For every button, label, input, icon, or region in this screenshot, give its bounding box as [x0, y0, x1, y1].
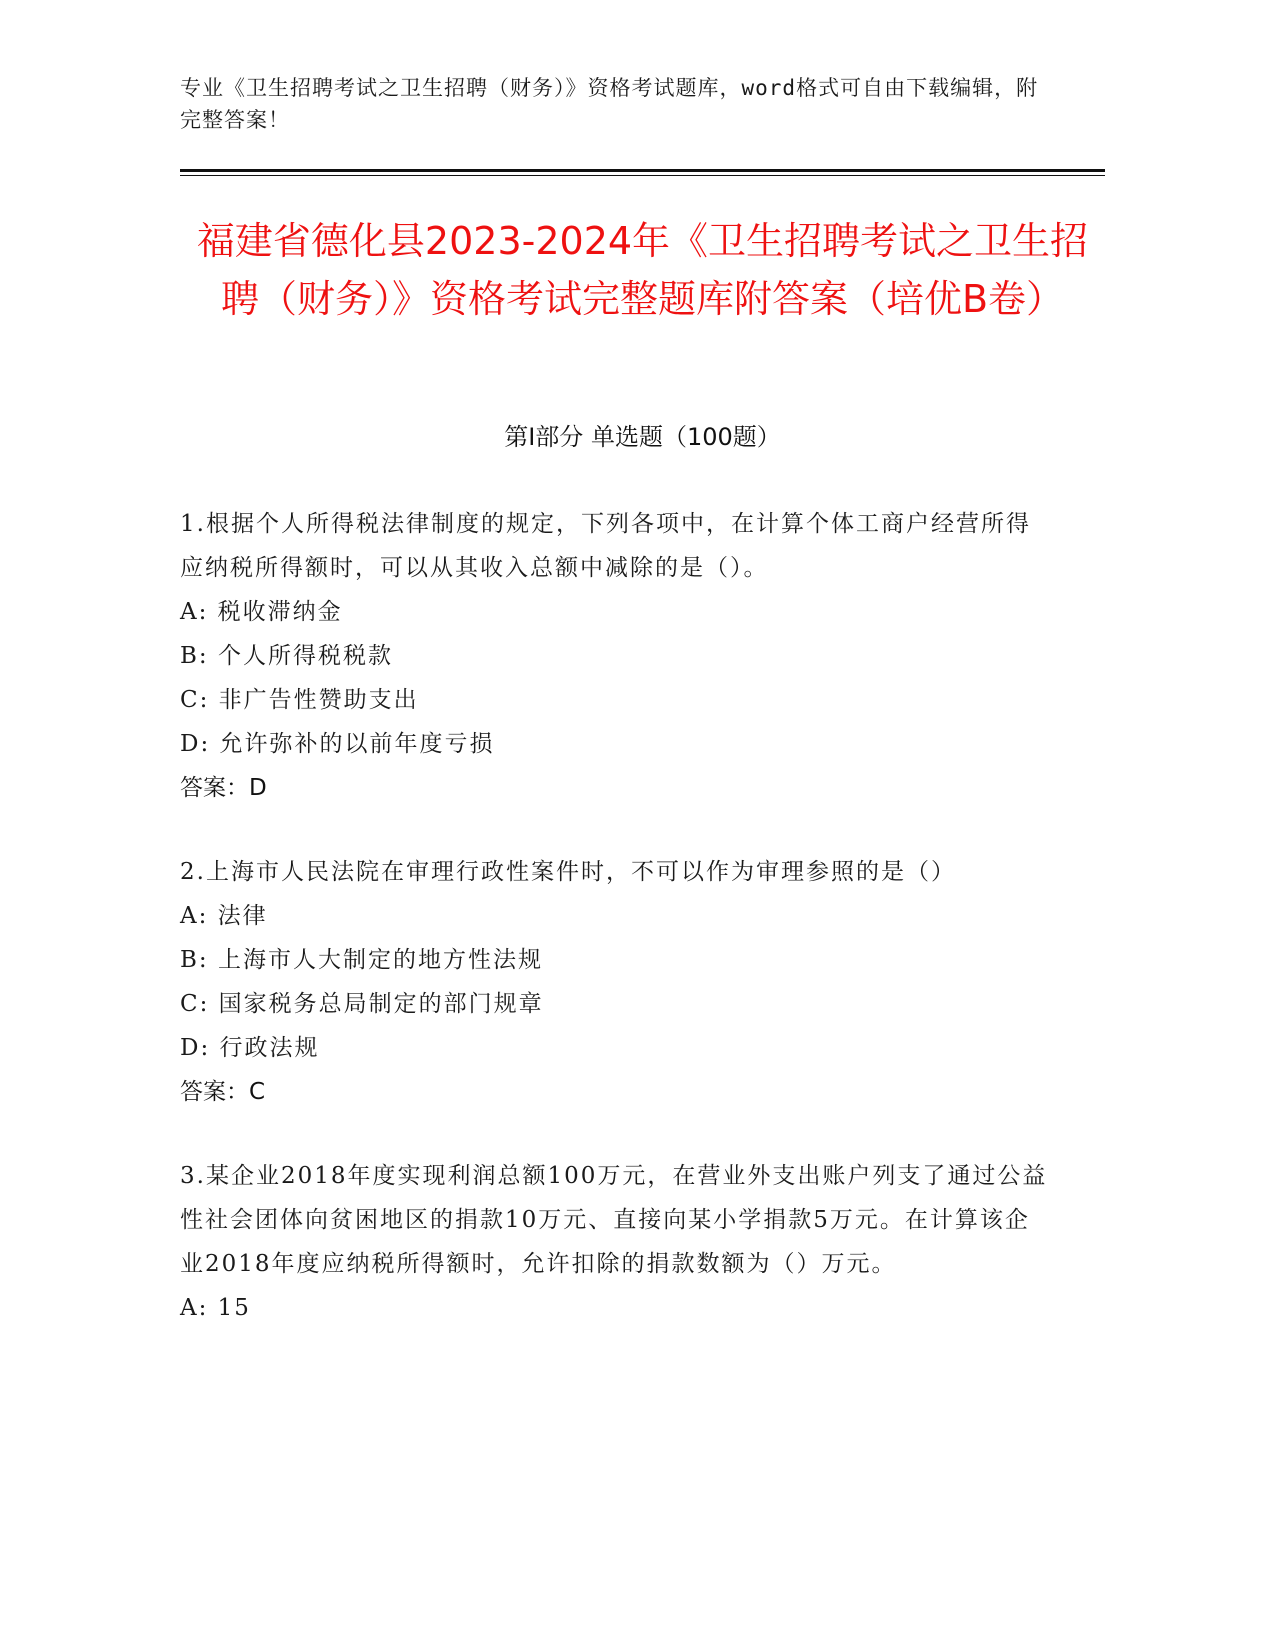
header-rule-thin [180, 175, 1105, 176]
option-d: D: 行政法规 [180, 1035, 320, 1061]
option-a: A: 15 [180, 1295, 251, 1321]
option-a: A: 税收滞纳金 [180, 599, 343, 625]
header-rule-thick [180, 169, 1105, 172]
option-a: A: 法律 [180, 903, 268, 929]
question-1 [180, 502, 1050, 810]
question-2 [180, 850, 1050, 1114]
option-c: C: 非广告性赞助支出 [180, 687, 419, 713]
option-b: B: 个人所得税税款 [180, 643, 393, 669]
question-stem: 1.根据个人所得税法律制度的规定，下列各项中，在计算个体工商户经营所得应纳税所得额时，可以从其收入总额中减除的是（）。 [180, 511, 1031, 581]
option-c: C: 国家税务总局制定的部门规章 [180, 991, 544, 1017]
section-heading: 第Ⅰ部分 单选题（100题） [504, 423, 781, 451]
question-list [180, 502, 1050, 1370]
question-stem: 2.上海市人民法院在审理行政性案件时，不可以作为审理参照的是（） [180, 859, 956, 885]
answer-line: 答案：D [180, 775, 267, 801]
option-b: B: 上海市人大制定的地方性法规 [180, 947, 543, 973]
question-stem: 3.某企业2018年度实现利润总额100万元，在营业外支出账户列支了通过公益性社会团体向贫困地区的捐款10万元、直接向某小学捐款5万元。在计算该企业2018年度应纳税所得额时，允许扣除的捐款数额为（）万元。 [180, 1163, 1048, 1277]
option-d: D: 允许弥补的以前年度亏损 [180, 731, 495, 757]
answer-line: 答案：C [180, 1079, 266, 1105]
question-3 [180, 1154, 1050, 1330]
document-title: 福建省德化县2023-2024年《卫生招聘考试之卫生招聘（财务）》资格考试完整题库附答案（培优B卷） [196, 219, 1089, 321]
header-note: 专业《卫生招聘考试之卫生招聘（财务）》资格考试题库，word格式可自由下载编辑，附完整答案！ [180, 76, 1039, 132]
